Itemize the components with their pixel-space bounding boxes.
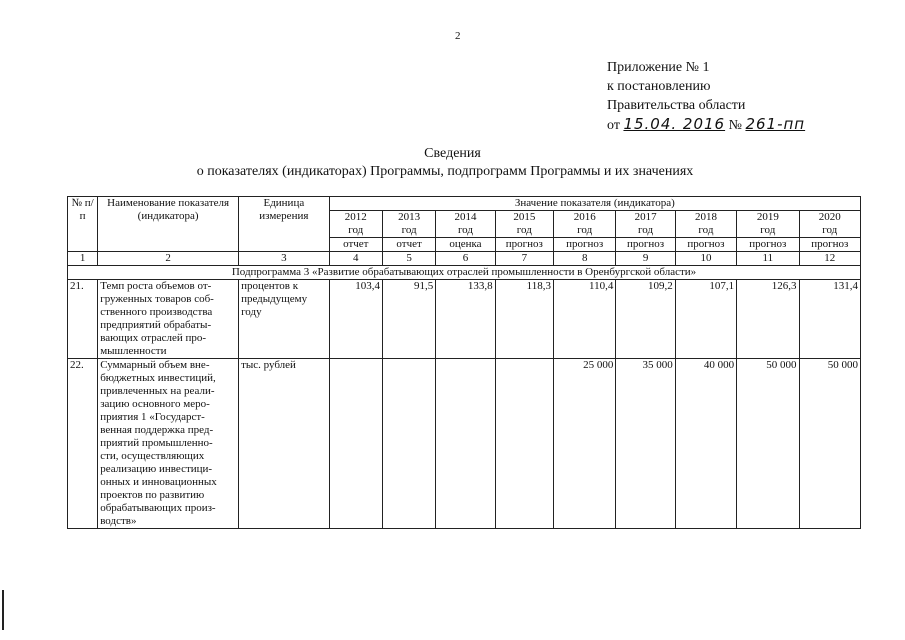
column-number-cell: 5 [382,252,435,266]
indicator-value: 35 000 [616,359,675,529]
indicator-name-line: водств» [100,515,137,527]
indicator-unit [239,359,330,529]
year-value: 2018 [694,211,717,223]
year-value: 2013 [398,211,421,223]
document-title: Сведения [424,146,481,161]
from-label: от [607,118,620,133]
table-row [68,359,861,529]
year-header-cell [382,211,435,238]
indicator-name-line: приятия 1 «Государст- [100,411,205,423]
indicator-value [495,359,553,529]
indicator-value [436,359,495,529]
year-value: 2019 [756,211,779,223]
indicator-value: 110,4 [554,280,616,359]
indicator-name-line: приятий промышленно- [100,437,213,449]
year-word: год [516,224,532,236]
column-number-cell: 4 [329,252,382,266]
indicator-unit-line: процентов к [241,280,299,292]
status-cell: прогноз [616,238,675,252]
indicator-name [98,359,239,529]
status-cell: прогноз [675,238,736,252]
year-value: 2014 [454,211,477,223]
indicator-value: 50 000 [799,359,860,529]
indicator-name-line: Суммарный объем вне- [100,359,210,371]
indicator-value: 40 000 [675,359,736,529]
year-header-cell [329,211,382,238]
table-row [68,280,861,359]
indicator-value: 50 000 [737,359,799,529]
table-body [68,280,861,529]
indicator-name-line: зацию основного меро- [100,398,210,410]
indicator-value: 25 000 [554,359,616,529]
appendix-date-line [607,115,805,135]
column-number-cell: 3 [239,252,330,266]
indicator-name-line: груженных товаров соб- [100,293,214,305]
year-header-cell [675,211,736,238]
year-value: 2015 [513,211,536,223]
indicator-name-line: реализацию инвестици- [100,463,213,475]
indicator-name-line: предприятий обрабаты- [100,319,212,331]
status-cell: прогноз [799,238,860,252]
indicator-name-line: онных и инновационных [100,476,217,488]
year-header-cell [436,211,495,238]
column-number-cell: 9 [616,252,675,266]
indicator-value [329,359,382,529]
year-word: год [760,224,776,236]
status-cell: отчет [329,238,382,252]
indicator-unit-line: предыдущему [241,293,308,305]
indicator-unit [239,280,330,359]
year-header-cell [616,211,675,238]
indicator-value: 107,1 [675,280,736,359]
year-value: 2017 [634,211,657,223]
table-header [68,197,861,280]
year-value: 2012 [344,211,367,223]
year-word: год [577,224,593,236]
header-num: № п/п [68,197,98,252]
indicator-name-line: вающих отраслей про- [100,332,207,344]
handwritten-number: 261-пп [745,115,806,133]
year-word: год [698,224,714,236]
left-edge-mark [2,590,4,630]
year-value: 2020 [818,211,841,223]
indicator-name-line: привлеченных на реали- [100,385,215,397]
year-header-cell [737,211,799,238]
year-word: год [401,224,417,236]
status-cell: оценка [436,238,495,252]
indicator-name-line: проектов по развитию [100,489,205,501]
column-number-cell: 11 [737,252,799,266]
row-number: 21. [68,280,98,359]
indicator-name-line: бюджетных инвестиций, [100,372,216,384]
appendix-line-2: к постановлению [607,79,711,94]
subprogram-title: Подпрограмма 3 «Развитие обрабатывающих отраслей промышленности в Оренбургской области» [68,266,861,280]
indicator-value: 118,3 [495,280,553,359]
indicator-unit-line: году [241,306,262,318]
status-cell: отчет [382,238,435,252]
indicator-value: 133,8 [436,280,495,359]
indicator-value: 126,3 [737,280,799,359]
appendix-line-1: Приложение № 1 [607,60,710,75]
indicator-name-line: мышленности [100,345,167,357]
year-header-cell [799,211,860,238]
indicator-value: 103,4 [329,280,382,359]
year-value: 2016 [573,211,596,223]
number-label: № [728,118,742,133]
header-name: Наименование показателя (индикатора) [98,197,239,252]
indicator-name-line: сти, осуществляющих [100,450,205,462]
header-value: Значение показателя (индикатора) [329,197,860,211]
indicator-unit-line: тыс. рублей [241,359,296,371]
year-header-cell [554,211,616,238]
row-number: 22. [68,359,98,529]
appendix-line-3: Правительства области [607,98,746,113]
year-word: год [638,224,654,236]
year-word: год [457,224,473,236]
appendix-header [607,58,805,135]
indicator-name-line: обрабатывающих произ- [100,502,216,514]
year-word: год [822,224,838,236]
column-number-cell: 12 [799,252,860,266]
handwritten-date: 15.04. 2016 [623,115,726,133]
indicator-value: 131,4 [799,280,860,359]
indicator-value: 109,2 [616,280,675,359]
indicator-name-line: ственного производства [100,306,213,318]
column-number-cell: 1 [68,252,98,266]
indicator-name [98,280,239,359]
column-number-cell: 2 [98,252,239,266]
year-word: год [348,224,364,236]
indicator-name-line: венная поддержка пред- [100,424,214,436]
indicators-table [67,196,861,529]
status-cell: прогноз [554,238,616,252]
column-number-cell: 8 [554,252,616,266]
column-number-cell: 6 [436,252,495,266]
page-number: 2 [455,30,461,42]
year-header-cell [495,211,553,238]
status-cell: прогноз [737,238,799,252]
status-cell: прогноз [495,238,553,252]
indicator-value [382,359,435,529]
indicator-name-line: Темп роста объемов от- [100,280,212,292]
column-number-row [68,252,861,266]
document-subtitle: о показателях (индикаторах) Программы, подпрограмм Программы и их значениях [196,164,694,179]
header-unit: Единица измерения [239,197,330,252]
indicator-value: 91,5 [382,280,435,359]
column-number-cell: 7 [495,252,553,266]
column-number-cell: 10 [675,252,736,266]
